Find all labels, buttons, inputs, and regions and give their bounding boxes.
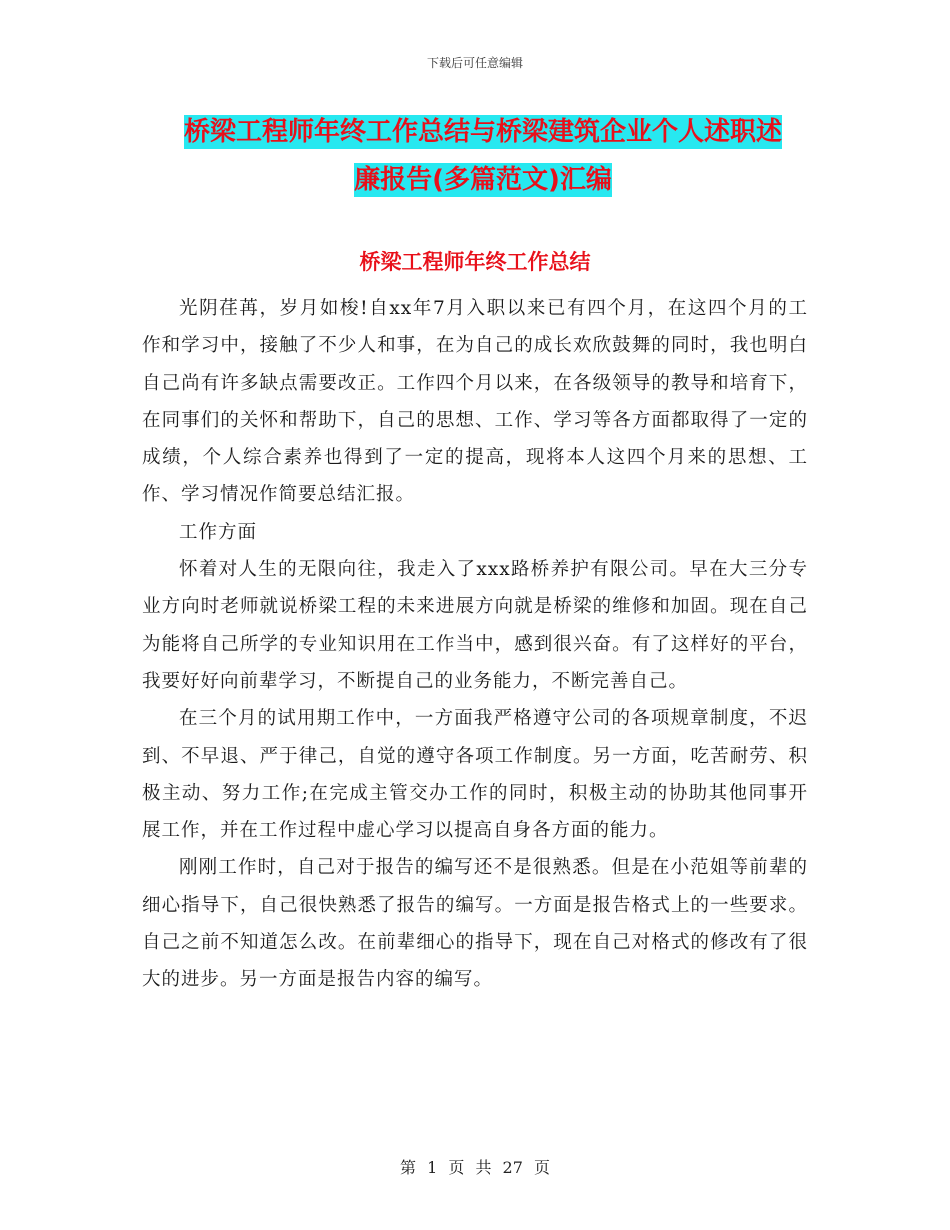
- paragraph: 刚刚工作时，自己对于报告的编写还不是很熟悉。但是在小范姐等前辈的细心指导下，自己很快熟悉了报告的编写。一方面是报告格式上的一些要求。自己之前不知道怎么改。在前辈细心的指导下，现在自己对格式的修改有了很大的进步。另一方面是报告内容的编写。: [142, 857, 808, 991]
- paragraph-heading: 工作方面: [179, 521, 258, 543]
- header-note: 下载后可任意编辑: [426, 56, 523, 70]
- body-text: [142, 290, 808, 999]
- section-title: 桥梁工程师年终工作总结: [359, 250, 591, 274]
- paragraph: 在三个月的试用期工作中，一方面我严格遵守公司的各项规章制度，不迟到、不早退、严于律己，自觉的遵守各项工作制度。另一方面，吃苦耐劳、积极主动、努力工作;在完成主管交办工作的同时，积极主动的协助其他同事开展工作，并在工作过程中虚心学习以提高自身各方面的能力。: [142, 708, 808, 842]
- document-title-line-1: 桥梁工程师年终工作总结与桥梁建筑企业个人述职述: [183, 117, 782, 147]
- page-footer: 第 1 页 共 27 页: [400, 1158, 550, 1177]
- paragraph: 光阴荏苒，岁月如梭!自xx年7月入职以来已有四个月，在这四个月的工作和学习中，接触了不少人和事，在为自己的成长欢欣鼓舞的同时，我也明白自己尚有许多缺点需要改正。工作四个月以来，在各级领导的教导和培育下，在同事们的关怀和帮助下，自己的思想、工作、学习等各方面都取得了一定的成绩，个人综合素养也得到了一定的提高，现将本人这四个月来的思想、工作、学习情况作简要总结汇报。: [142, 298, 808, 506]
- document-title-line-2: 廉报告(多篇范文)汇编: [354, 165, 612, 195]
- document-title: [143, 108, 823, 204]
- paragraph: 怀着对人生的无限向往，我走入了xxx路桥养护有限公司。早在大三分专业方向时老师就说桥梁工程的未来进展方向就是桥梁的维修和加固。现在自己为能将自己所学的专业知识用在工作当中，感到很兴奋。有了这样好的平台，我要好好向前辈学习，不断提自己的业务能力，不断完善自己。: [142, 559, 808, 692]
